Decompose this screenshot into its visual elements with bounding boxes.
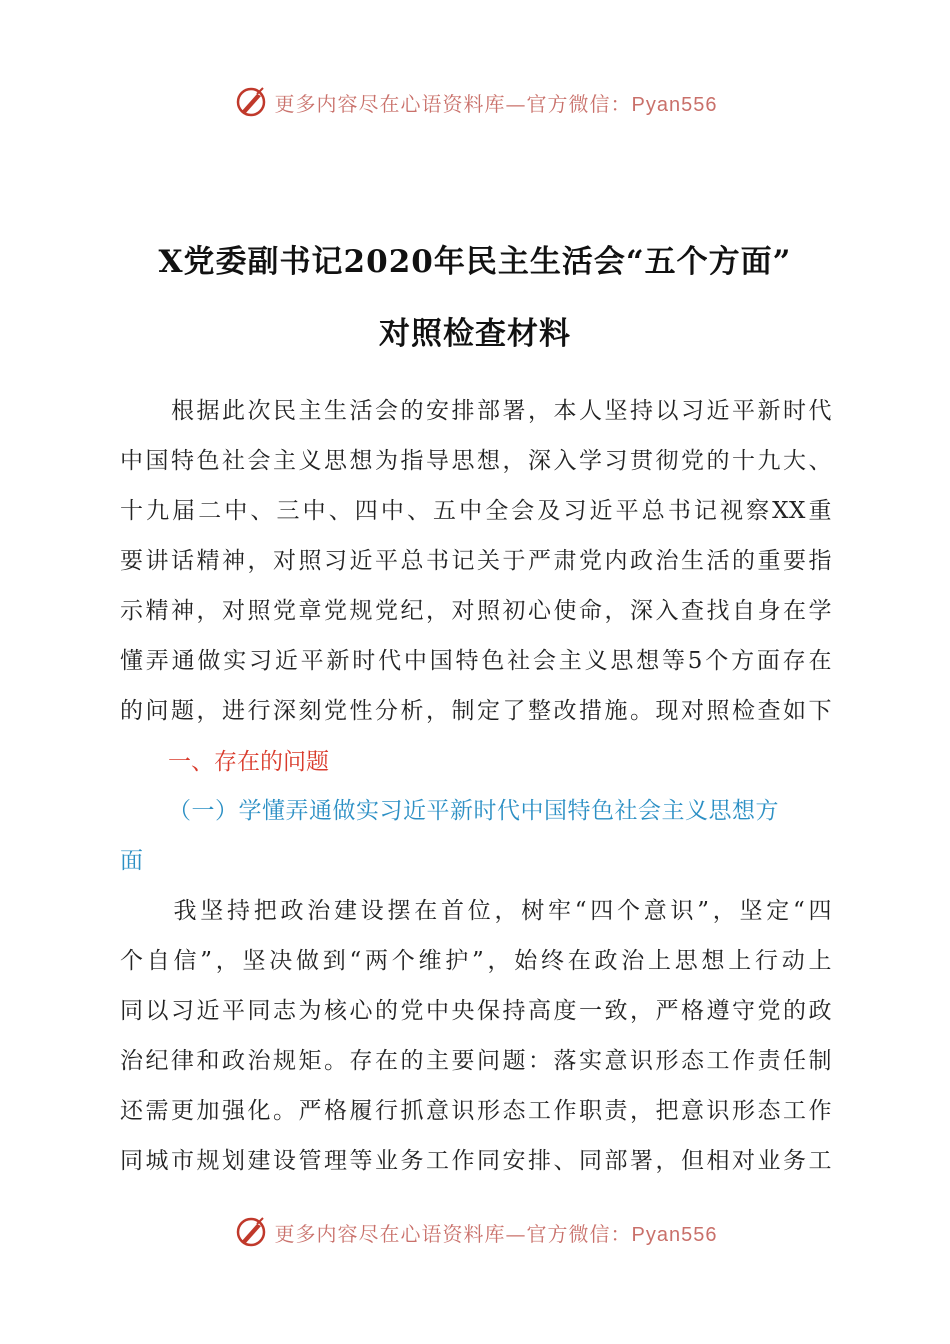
paragraph-line: 还需更加强化。严格履行抓意识形态工作职责，把意识形态工作 (120, 1098, 832, 1124)
document-title-line1: X党委副书记2020年民主生活会“五个方面” (158, 244, 792, 280)
document-title-line2: 对照检查材料 (379, 316, 571, 352)
watermark-text: 更多内容尽在心语资料库—官方微信：Pyan556 (274, 91, 718, 116)
paragraph-line: 懂弄通做实习近平新时代中国特色社会主义思想等5个方面存在 (120, 648, 832, 674)
paragraph-line: 要讲话精神，对照习近平总书记关于严肃党内政治生活的重要指 (120, 548, 832, 574)
paragraph-line: 同城市规划建设管理等业务工作同安排、同部署，但相对业务工 (120, 1148, 832, 1174)
paragraph-line: 治纪律和政治规矩。存在的主要问题：落实意识形态工作责任制 (120, 1048, 832, 1074)
footer-watermark (0, 1214, 950, 1250)
wechat-id: Pyan556 (631, 1223, 718, 1246)
paragraph-line: 的问题，进行深刻党性分析，制定了整改措施。现对照检查如下 (120, 698, 832, 724)
watermark-text: 更多内容尽在心语资料库—官方微信：Pyan556 (274, 1221, 718, 1246)
paragraph-line: 个自信”，坚决做到“两个维护”，始终在政治上思想上行动上 (120, 948, 832, 974)
pen-logo-icon (233, 84, 269, 120)
header-watermark (0, 84, 950, 120)
paragraph-line: 十九届二中、三中、四中、五中全会及习近平总书记视察XX重 (120, 498, 832, 524)
wechat-id: Pyan556 (631, 93, 718, 116)
paragraph-line: 根据此次民主生活会的安排部署，本人坚持以习近平新时代 (120, 398, 832, 424)
paragraph-line: 中国特色社会主义思想为指导思想，深入学习贯彻党的十九大、 (120, 448, 832, 474)
paragraph-line: 示精神，对照党章党规党纪，对照初心使命，深入查找自身在学 (120, 598, 832, 624)
paragraph-line: 同以习近平同志为核心的党中央保持高度一致，严格遵守党的政 (120, 998, 832, 1024)
subsection-heading-line2: 面 (120, 848, 144, 874)
subsection-heading-line1: （一）学懂弄通做实习近平新时代中国特色社会主义思想方 (168, 798, 779, 824)
section-heading: 一、存在的问题 (168, 748, 329, 774)
pen-logo-icon (233, 1214, 269, 1250)
paragraph-line: 我坚持把政治建设摆在首位，树牢“四个意识”，坚定“四 (120, 898, 832, 924)
